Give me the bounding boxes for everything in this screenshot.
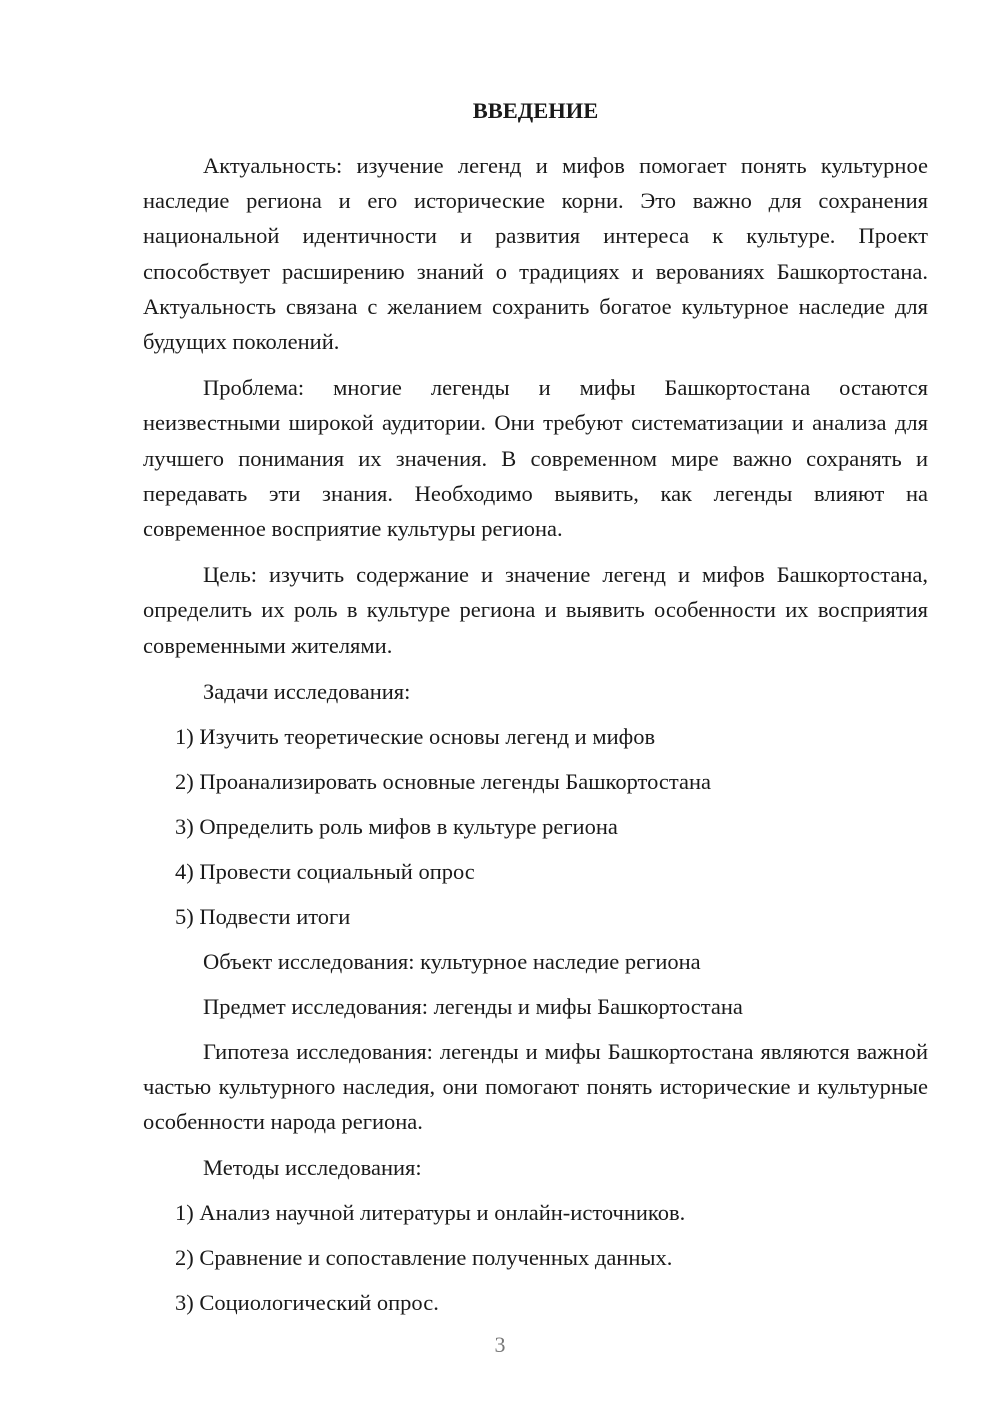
list-item: 2) Проанализировать основные легенды Башкортостана <box>175 768 712 794</box>
methods-heading: Методы исследования: <box>203 1155 422 1181</box>
tasks-list <box>143 719 928 934</box>
list-item: 1) Анализ научной литературы и онлайн-источников. <box>175 1200 686 1226</box>
list-item: 4) Провести социальный опрос <box>175 858 475 884</box>
goal-paragraph: Цель: изучить содержание и значение легенд и мифов Башкортостана, определить их роль в культуре региона и выявить особенности их восприятия современными жителями. <box>143 562 928 658</box>
research-subject: Предмет исследования: легенды и мифы Башкортостана <box>203 993 743 1019</box>
page-number: 3 <box>494 1332 506 1357</box>
list-item: 3) Социологический опрос. <box>175 1290 439 1316</box>
page-content <box>143 93 928 1330</box>
list-item: 2) Сравнение и сопоставление полученных данных. <box>175 1245 673 1271</box>
research-object: Объект исследования: культурное наследие региона <box>203 948 701 974</box>
methods-list <box>143 1195 928 1320</box>
hypothesis-paragraph: Гипотеза исследования: легенды и мифы Башкортостана являются важной частью культурного наследия, они помогают понять исторические и культурные особенности народа региона. <box>143 1038 928 1135</box>
relevance-paragraph: Актуальность: изучение легенд и мифов помогает понять культурное наследие региона и его исторические корни. Это важно для сохранения национальной идентичности и развития интереса к культуре. Проект способствует расширению знаний о традициях и верованиях Башкортостана. Актуальность связана с желанием сохранить богатое культурное наследие для будущих поколений. <box>143 153 928 355</box>
list-item: 5) Подвести итоги <box>175 903 351 929</box>
section-title: ВВЕДЕНИЕ <box>472 98 599 123</box>
list-item: 3) Определить роль мифов в культуре региона <box>175 813 618 839</box>
tasks-heading: Задачи исследования: <box>203 678 411 704</box>
problem-paragraph: Проблема: многие легенды и мифы Башкортостана остаются неизвестными широкой аудитории. Они требуют систематизации и анализа для лучшего понимания их значения. В современном мире важно сохранять и передавать эти знания. Необходимо выявить, как легенды влияют на современное восприятие культуры региона. <box>143 375 928 542</box>
list-item: 1) Изучить теоретические основы легенд и мифов <box>175 723 656 749</box>
